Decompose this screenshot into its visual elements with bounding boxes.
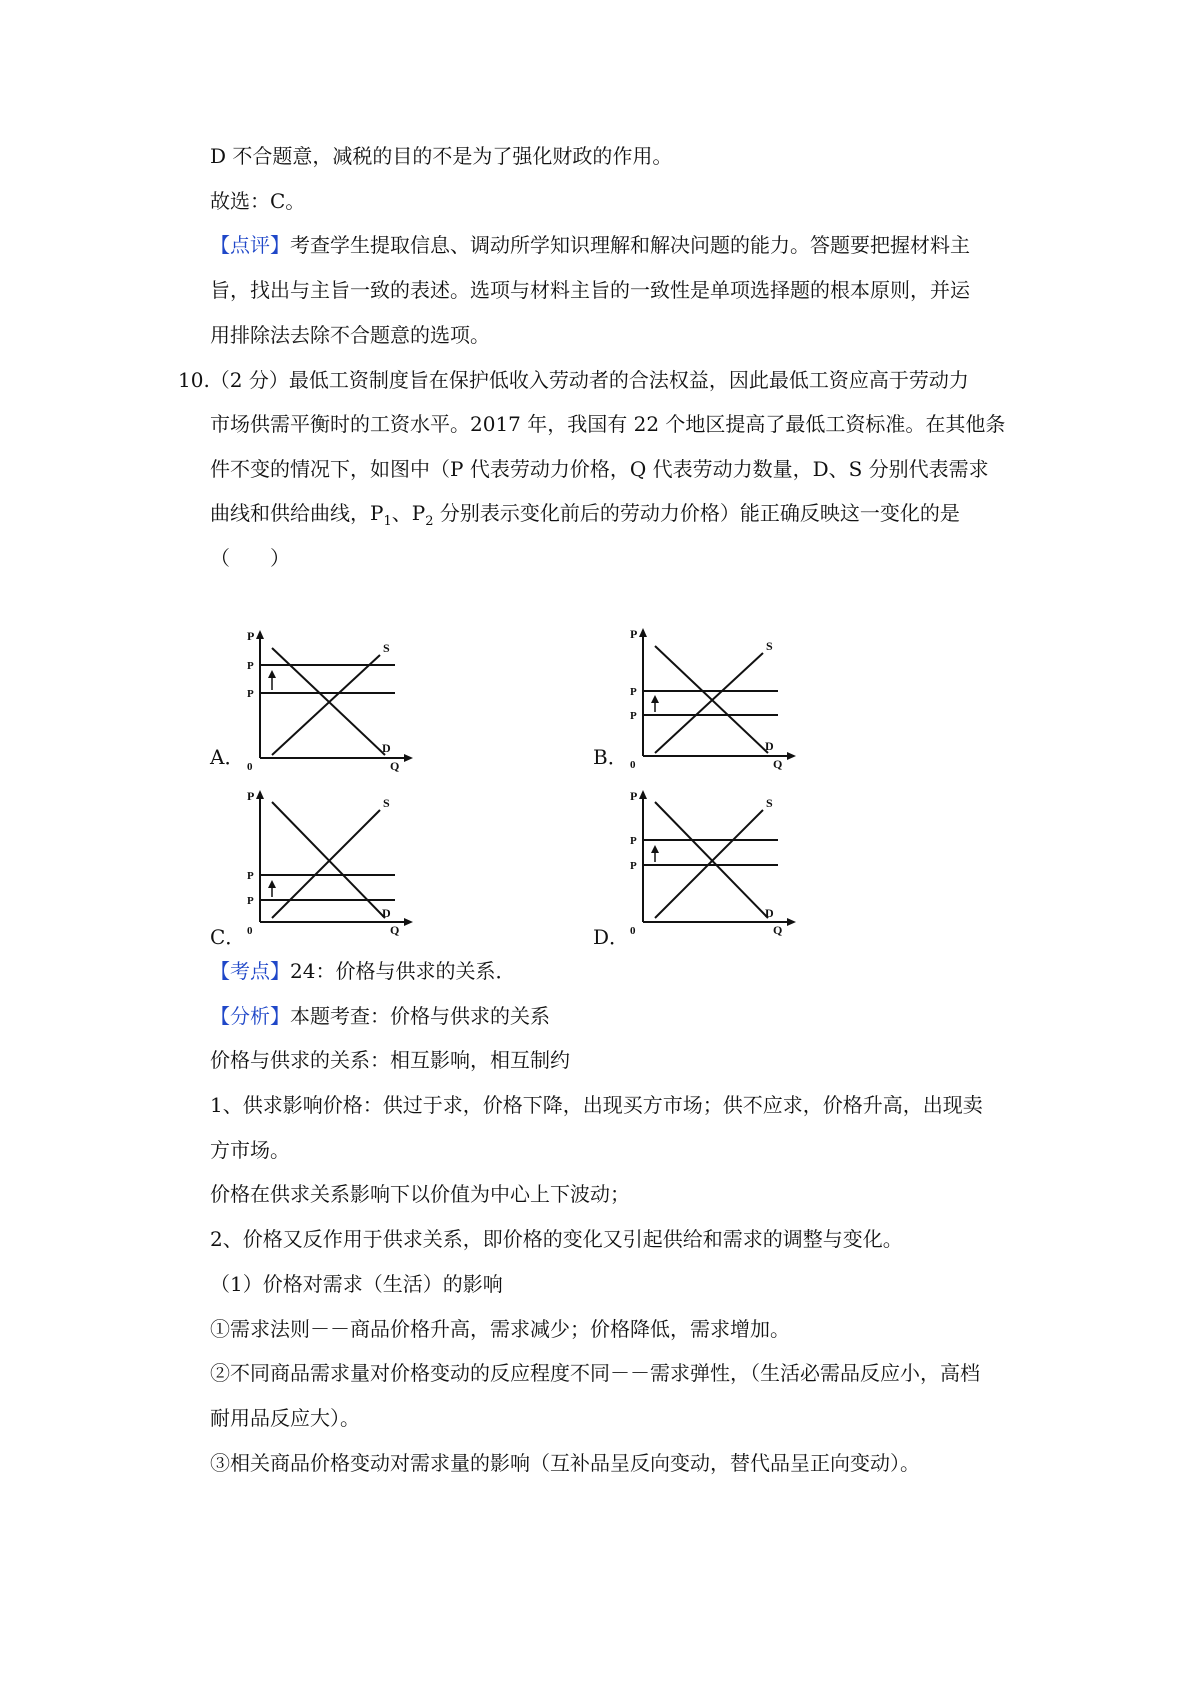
svg-text:D: D <box>765 739 774 753</box>
svg-text:S: S <box>766 639 773 653</box>
svg-text:P: P <box>630 860 637 872</box>
option-a: A． <box>210 745 245 769</box>
svg-text:Q: Q <box>773 757 783 771</box>
svg-text:P: P <box>247 895 254 907</box>
analysis-line-5: 2、价格又反作用于供求关系，即价格的变化又引起供给和需求的调整与变化。 <box>210 1227 903 1251</box>
graph-c <box>247 789 420 937</box>
graph-b <box>630 627 803 771</box>
graph-d <box>630 789 803 937</box>
question-line-1: 10.（2 分）最低工资制度旨在保护低收入劳动者的合法权益，因此最低工资应高于劳动力 <box>178 368 969 392</box>
svg-text:S: S <box>766 796 773 810</box>
svg-text:Q: Q <box>773 923 783 937</box>
kaodian-line: 【考点】24：价格与供求的关系． <box>210 959 516 983</box>
svg-text:0: 0 <box>630 759 636 771</box>
comment-tag: 【点评】 <box>210 233 290 257</box>
svg-text:S: S <box>383 641 390 655</box>
svg-text:D: D <box>382 906 391 920</box>
svg-text:P: P <box>247 789 255 803</box>
option-c: C． <box>210 925 246 949</box>
svg-text:0: 0 <box>630 925 636 937</box>
analysis-line-3: 方市场。 <box>210 1138 290 1162</box>
svg-text:Q: Q <box>390 759 400 773</box>
analysis-line-8: ②不同商品需求量对价格变动的反应程度不同－－需求弹性，（生活必需品反应小，高档 <box>210 1361 980 1385</box>
analysis-line-4: 价格在供求关系影响下以价值为中心上下波动； <box>210 1182 630 1206</box>
kaodian-tag: 【考点】 <box>210 959 290 983</box>
svg-text:P: P <box>630 835 637 847</box>
fenxi-line: 【分析】本题考查：价格与供求的关系 <box>210 1004 550 1028</box>
analysis-line-10: ③相关商品价格变动对需求量的影响（互补品呈反向变动，替代品呈正向变动）。 <box>210 1451 920 1475</box>
svg-text:0: 0 <box>247 761 253 773</box>
analysis-line-9: 耐用品反应大）。 <box>210 1406 360 1430</box>
svg-text:P: P <box>630 710 637 722</box>
option-d: D． <box>593 925 630 949</box>
text-line-2: 故选：C。 <box>210 189 306 213</box>
analysis-line-2: 1、供求影响价格：供过于求，价格下降，出现买方市场；供不应求，价格升高，出现卖 <box>210 1093 983 1117</box>
text-line-4: 旨，找出与主旨一致的表述。选项与材料主旨的一致性是单项选择题的根本原则，并运 <box>210 278 970 302</box>
question-blank: （ ） <box>210 546 290 570</box>
text-line-5: 用排除法去除不合题意的选项。 <box>210 323 490 347</box>
fenxi-tag: 【分析】 <box>210 1004 290 1028</box>
svg-text:P: P <box>630 789 638 803</box>
svg-text:P: P <box>247 688 254 700</box>
analysis-line-6: （1）价格对需求（生活）的影响 <box>210 1272 503 1296</box>
svg-text:P: P <box>630 627 638 641</box>
svg-text:P: P <box>630 686 637 698</box>
analysis-line-7: ①需求法则－－商品价格升高，需求减少；价格降低，需求增加。 <box>210 1317 790 1341</box>
option-b: B． <box>593 745 628 769</box>
graph-a <box>247 629 420 773</box>
svg-text:D: D <box>765 906 774 920</box>
svg-text:0: 0 <box>247 925 253 937</box>
question-line-2: 市场供需平衡时的工资水平。2017 年，我国有 22 个地区提高了最低工资标准。在其他条 <box>210 412 1006 436</box>
question-line-3: 件不变的情况下，如图中（P 代表劳动力价格，Q 代表劳动力数量，D、S 分别代表需求 <box>210 457 989 481</box>
axis-p-label: P <box>247 629 255 643</box>
question-line-4: 曲线和供给曲线，$P_1$、$P_2$ 分别表示变化前后的劳动力价格）能正确反映这一变化的是 <box>210 501 960 529</box>
svg-text:D: D <box>382 741 391 755</box>
svg-text:P: P <box>247 660 254 672</box>
svg-text:S: S <box>383 796 390 810</box>
comment-line <box>210 232 970 258</box>
comment-text: 考查学生提取信息、调动所学知识理解和解决问题的能力。答题要把握材料主 <box>290 233 970 257</box>
svg-text:Q: Q <box>390 923 400 937</box>
svg-text:P: P <box>247 870 254 882</box>
analysis-line-1: 价格与供求的关系：相互影响，相互制约 <box>210 1048 570 1072</box>
text-line-1: D 不合题意，减税的目的不是为了强化财政的作用。 <box>210 144 673 168</box>
